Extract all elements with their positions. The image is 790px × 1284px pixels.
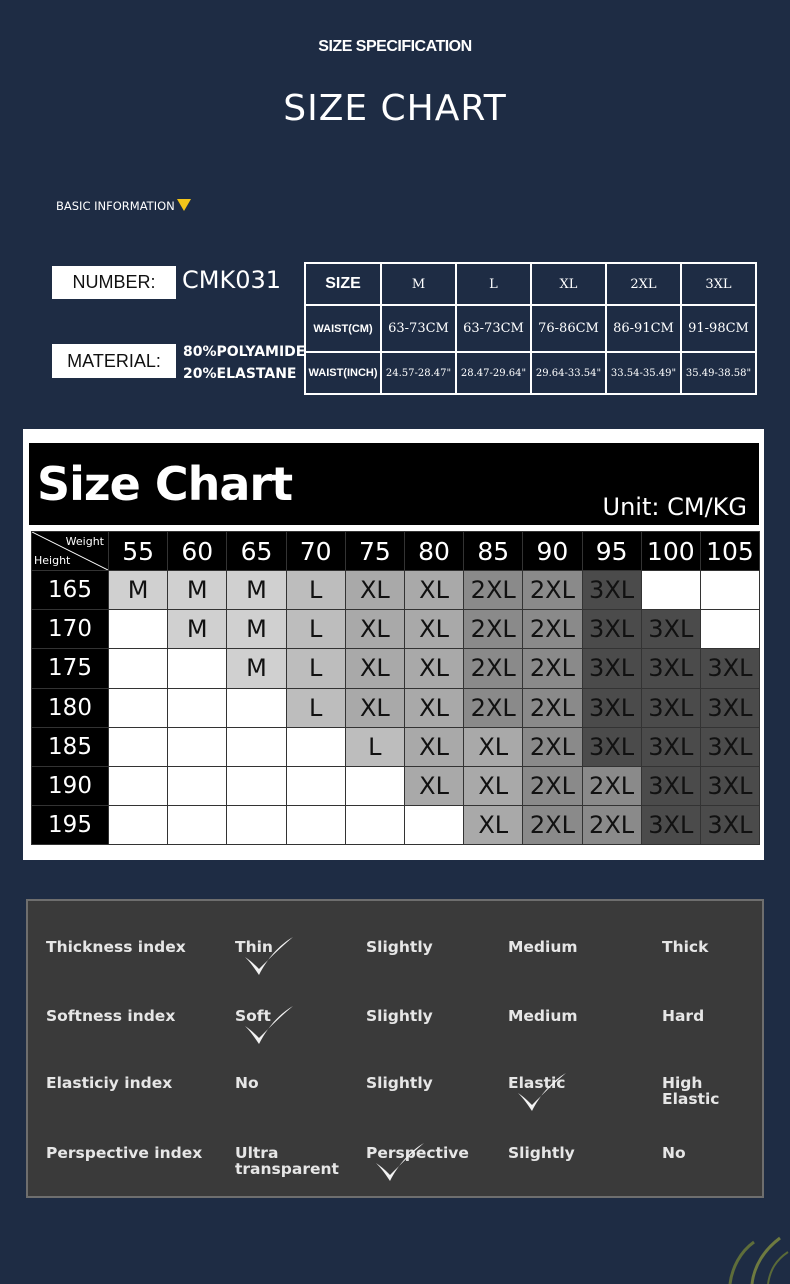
spec-cell: 63-73CM xyxy=(456,305,531,352)
property-option: No xyxy=(662,1144,686,1162)
size-cell: XL xyxy=(346,610,404,648)
size-cell xyxy=(701,610,759,648)
size-cell: 2XL xyxy=(464,649,522,687)
size-cell xyxy=(227,689,285,727)
checkmark-icon xyxy=(241,933,297,979)
property-name: Softness index xyxy=(46,1007,176,1025)
number-label: NUMBER: xyxy=(52,266,176,299)
spec-header-cell: 2XL xyxy=(606,263,681,305)
property-option: Slightly xyxy=(366,938,433,956)
size-cell: M xyxy=(227,649,285,687)
size-cell: L xyxy=(287,571,345,609)
spec-header-cell: SIZE xyxy=(305,263,381,305)
material-value xyxy=(183,341,305,385)
weight-header-cell: 90 xyxy=(523,532,581,570)
property-name: Perspective index xyxy=(46,1144,203,1162)
material-line-1: 80%POLYAMIDE xyxy=(183,344,306,360)
property-option: Slightly xyxy=(366,1007,433,1025)
triangle-down-icon xyxy=(177,199,191,211)
leaf-decoration-icon xyxy=(710,1230,790,1284)
size-chart-grid xyxy=(31,531,760,845)
height-header-cell: 165 xyxy=(32,571,108,609)
size-cell: XL xyxy=(405,728,463,766)
checkmark-icon xyxy=(372,1139,428,1185)
property-option: Perspective xyxy=(366,1144,469,1162)
property-option: Thick xyxy=(662,938,709,956)
size-cell xyxy=(227,806,285,844)
fabric-properties-panel xyxy=(26,899,764,1198)
size-cell xyxy=(109,806,167,844)
spec-cell: 86-91CM xyxy=(606,305,681,352)
size-cell: 3XL xyxy=(583,610,641,648)
size-cell: XL xyxy=(405,767,463,805)
size-cell: 2XL xyxy=(523,571,581,609)
size-cell: 2XL xyxy=(583,806,641,844)
spec-cell: 24.57-28.47" xyxy=(381,352,456,394)
size-cell xyxy=(168,767,226,805)
property-option: Slightly xyxy=(508,1144,575,1162)
size-cell: XL xyxy=(405,689,463,727)
size-cell: 2XL xyxy=(523,649,581,687)
size-cell: 3XL xyxy=(642,649,700,687)
size-cell: M xyxy=(227,610,285,648)
size-cell: XL xyxy=(405,610,463,648)
property-name: Elasticiy index xyxy=(46,1074,173,1092)
size-cell xyxy=(346,767,404,805)
spec-cell: 91-98CM xyxy=(681,305,756,352)
property-option: Elastic xyxy=(508,1074,566,1092)
spec-cell: 29.64-33.54" xyxy=(531,352,606,394)
size-cell: XL xyxy=(346,689,404,727)
height-header-cell: 195 xyxy=(32,806,108,844)
spec-row xyxy=(305,352,756,394)
size-cell: L xyxy=(287,689,345,727)
size-cell: XL xyxy=(464,806,522,844)
size-cell xyxy=(109,728,167,766)
size-cell: 3XL xyxy=(583,649,641,687)
material-line-2: 20%ELASTANE xyxy=(183,366,297,382)
size-cell: 3XL xyxy=(642,610,700,648)
property-option: Ultra transparent xyxy=(235,1144,339,1178)
size-cell xyxy=(168,649,226,687)
material-label: MATERIAL: xyxy=(52,344,176,378)
weight-header-cell: 70 xyxy=(287,532,345,570)
basic-information-label: BASIC INFORMATION xyxy=(56,199,175,213)
size-cell: L xyxy=(287,610,345,648)
size-cell: XL xyxy=(346,649,404,687)
size-chart-panel xyxy=(23,429,764,860)
size-cell: 3XL xyxy=(701,689,759,727)
weight-header-cell: 60 xyxy=(168,532,226,570)
size-cell: 3XL xyxy=(583,571,641,609)
spec-header-cell: XL xyxy=(531,263,606,305)
size-cell: 2XL xyxy=(583,767,641,805)
size-cell: XL xyxy=(346,571,404,609)
size-cell xyxy=(227,728,285,766)
size-cell xyxy=(642,571,700,609)
size-cell xyxy=(287,806,345,844)
property-option: High Elastic xyxy=(662,1074,720,1108)
size-cell: 2XL xyxy=(523,806,581,844)
size-cell: 3XL xyxy=(583,689,641,727)
size-cell: 2XL xyxy=(464,689,522,727)
size-cell: 3XL xyxy=(642,689,700,727)
weight-header-cell: 65 xyxy=(227,532,285,570)
number-value: CMK031 xyxy=(182,266,282,294)
property-option: Soft xyxy=(235,1007,271,1025)
height-header-cell: 185 xyxy=(32,728,108,766)
size-chart-title: Size Chart xyxy=(37,457,293,511)
size-cell: 3XL xyxy=(701,649,759,687)
size-chart-header xyxy=(29,443,759,525)
size-cell xyxy=(109,767,167,805)
size-cell: 2XL xyxy=(464,610,522,648)
weight-header-cell: 95 xyxy=(583,532,641,570)
weight-header-cell: 85 xyxy=(464,532,522,570)
size-cell: XL xyxy=(464,767,522,805)
size-cell: 2XL xyxy=(464,571,522,609)
size-cell: XL xyxy=(405,571,463,609)
size-cell: 3XL xyxy=(701,767,759,805)
size-cell xyxy=(701,571,759,609)
checkmark-icon xyxy=(514,1069,570,1115)
checkmark-icon xyxy=(241,1002,297,1048)
size-cell xyxy=(405,806,463,844)
size-spec-table xyxy=(304,262,757,395)
basic-information-heading xyxy=(56,199,191,213)
spec-header-cell: 3XL xyxy=(681,263,756,305)
size-cell: XL xyxy=(405,649,463,687)
height-header-cell: 190 xyxy=(32,767,108,805)
spec-header-cell: L xyxy=(456,263,531,305)
size-cell xyxy=(287,767,345,805)
height-header-cell: 180 xyxy=(32,689,108,727)
size-cell: 3XL xyxy=(701,806,759,844)
spec-cell: 63-73CM xyxy=(381,305,456,352)
size-cell: L xyxy=(346,728,404,766)
property-option: Thin xyxy=(235,938,273,956)
size-cell: M xyxy=(109,571,167,609)
size-cell xyxy=(227,767,285,805)
spec-row-label: WAIST(INCH) xyxy=(305,352,381,394)
spec-cell: 33.54-35.49" xyxy=(606,352,681,394)
size-cell: 2XL xyxy=(523,728,581,766)
size-cell: M xyxy=(168,610,226,648)
corner-weight-label: Weight xyxy=(65,535,104,548)
size-cell: M xyxy=(168,571,226,609)
size-cell: L xyxy=(287,649,345,687)
size-cell xyxy=(109,689,167,727)
weight-header-cell: 100 xyxy=(642,532,700,570)
size-cell xyxy=(168,728,226,766)
size-cell: 3XL xyxy=(642,767,700,805)
page-title: SIZE CHART xyxy=(283,88,507,129)
property-option: Hard xyxy=(662,1007,705,1025)
weight-header-cell: 80 xyxy=(405,532,463,570)
size-cell xyxy=(346,806,404,844)
property-option: Slightly xyxy=(366,1074,433,1092)
chart-corner-cell xyxy=(32,532,108,570)
height-header-cell: 170 xyxy=(32,610,108,648)
spec-header-row xyxy=(305,263,756,305)
weight-header-cell: 55 xyxy=(109,532,167,570)
spec-cell: 28.47-29.64" xyxy=(456,352,531,394)
size-cell: M xyxy=(227,571,285,609)
corner-height-label: Height xyxy=(34,554,71,567)
size-cell: 3XL xyxy=(701,728,759,766)
size-cell xyxy=(168,806,226,844)
spec-cell: 35.49-38.58" xyxy=(681,352,756,394)
size-cell: 2XL xyxy=(523,767,581,805)
spec-header-cell: M xyxy=(381,263,456,305)
size-cell: 3XL xyxy=(642,728,700,766)
property-option: Medium xyxy=(508,938,578,956)
page-subtitle: SIZE SPECIFICATION xyxy=(318,38,472,55)
spec-row xyxy=(305,305,756,352)
property-option: Medium xyxy=(508,1007,578,1025)
size-cell: 2XL xyxy=(523,610,581,648)
weight-header-cell: 105 xyxy=(701,532,759,570)
property-name: Thickness index xyxy=(46,938,186,956)
size-cell: 3XL xyxy=(642,806,700,844)
size-cell: XL xyxy=(464,728,522,766)
spec-row-label: WAIST(CM) xyxy=(305,305,381,352)
size-cell xyxy=(109,610,167,648)
property-option: No xyxy=(235,1074,259,1092)
size-cell: 2XL xyxy=(523,689,581,727)
size-chart-unit: Unit: CM/KG xyxy=(602,493,747,521)
size-cell xyxy=(109,649,167,687)
spec-cell: 76-86CM xyxy=(531,305,606,352)
size-cell xyxy=(287,728,345,766)
height-header-cell: 175 xyxy=(32,649,108,687)
size-cell xyxy=(168,689,226,727)
weight-header-cell: 75 xyxy=(346,532,404,570)
size-cell: 3XL xyxy=(583,728,641,766)
